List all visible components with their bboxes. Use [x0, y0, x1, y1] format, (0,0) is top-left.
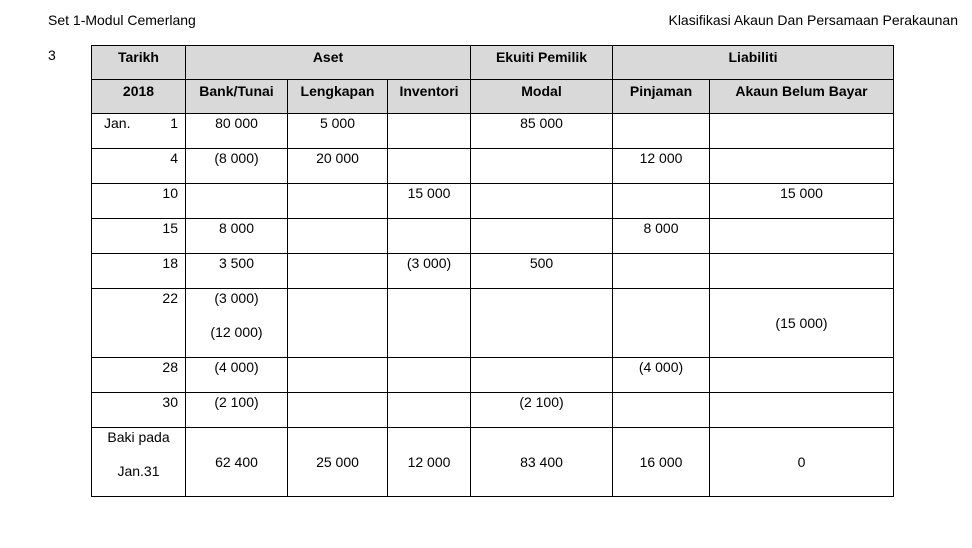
pinjaman-cell [613, 393, 710, 428]
bank-line-1: (3 000) [214, 290, 259, 306]
inventori-cell: 15 000 [388, 184, 471, 219]
date-day: 28 [162, 359, 178, 375]
bank-cell: 80 000 [186, 114, 288, 149]
date-cell [92, 393, 186, 428]
date-day: 10 [162, 185, 178, 201]
abb-cell [710, 254, 894, 289]
group-header-row [92, 46, 894, 80]
baki-label-line-1: Baki pada [107, 429, 170, 445]
lengkapan-cell [288, 289, 388, 358]
total-abb: 0 [710, 428, 894, 497]
modal-cell [471, 219, 613, 254]
total-row [92, 428, 894, 497]
table-row [92, 254, 894, 289]
lengkapan-cell [288, 219, 388, 254]
header-bank-tunai: Bank/Tunai [186, 80, 288, 114]
date-cell [92, 114, 186, 149]
modal-cell: 85 000 [471, 114, 613, 149]
lengkapan-cell [288, 254, 388, 289]
inventori-cell: (3 000) [388, 254, 471, 289]
pinjaman-cell [613, 254, 710, 289]
inventori-cell [388, 358, 471, 393]
inventori-cell [388, 393, 471, 428]
lengkapan-cell [288, 358, 388, 393]
lengkapan-cell [288, 393, 388, 428]
date-day: 30 [162, 394, 178, 410]
bank-line-2: (12 000) [210, 324, 263, 340]
total-bank: 62 400 [186, 428, 288, 497]
modal-cell [471, 184, 613, 219]
modal-cell: (2 100) [471, 393, 613, 428]
table-row [92, 358, 894, 393]
modal-cell [471, 149, 613, 184]
lengkapan-cell: 5 000 [288, 114, 388, 149]
table-row [92, 219, 894, 254]
document-header-left: Set 1-Modul Cemerlang [48, 12, 196, 28]
bank-cell: 8 000 [186, 219, 288, 254]
pinjaman-cell [613, 184, 710, 219]
date-cell [92, 358, 186, 393]
lengkapan-cell: 20 000 [288, 149, 388, 184]
header-year: 2018 [92, 80, 186, 114]
pinjaman-cell: 12 000 [613, 149, 710, 184]
pinjaman-cell [613, 289, 710, 358]
inventori-cell [388, 219, 471, 254]
sub-header-row [92, 80, 894, 114]
abb-cell: (15 000) [710, 289, 894, 358]
header-ekuiti-pemilik: Ekuiti Pemilik [471, 46, 613, 80]
date-day: 18 [162, 255, 178, 271]
header-modal: Modal [471, 80, 613, 114]
bank-cell: (2 100) [186, 393, 288, 428]
baki-label-line-2: Jan.31 [117, 463, 160, 479]
pinjaman-cell: (4 000) [613, 358, 710, 393]
bank-cell: (4 000) [186, 358, 288, 393]
date-cell [92, 149, 186, 184]
pinjaman-cell [613, 114, 710, 149]
table-row [92, 114, 894, 149]
baki-label-cell [92, 428, 186, 497]
total-modal: 83 400 [471, 428, 613, 497]
bank-cell: (8 000) [186, 149, 288, 184]
header-tarikh: Tarikh [92, 46, 186, 80]
bank-cell [186, 184, 288, 219]
lengkapan-cell [288, 184, 388, 219]
abb-cell [710, 219, 894, 254]
date-cell [92, 184, 186, 219]
date-day: 1 [170, 115, 178, 131]
date-cell [92, 219, 186, 254]
abb-cell [710, 114, 894, 149]
date-day: 15 [162, 220, 178, 236]
abb-cell: 15 000 [710, 184, 894, 219]
date-month: Jan. [104, 115, 131, 131]
abb-cell [710, 358, 894, 393]
header-liabiliti: Liabiliti [613, 46, 894, 80]
abb-cell [710, 393, 894, 428]
modal-cell: 500 [471, 254, 613, 289]
inventori-cell [388, 149, 471, 184]
total-inventori: 12 000 [388, 428, 471, 497]
date-day: 22 [162, 290, 178, 306]
modal-cell [471, 289, 613, 358]
header-akaun-belum-bayar: Akaun Belum Bayar [710, 80, 894, 114]
abb-cell [710, 149, 894, 184]
header-pinjaman: Pinjaman [613, 80, 710, 114]
modal-cell [471, 358, 613, 393]
total-lengkapan: 25 000 [288, 428, 388, 497]
question-number: 3 [48, 47, 56, 63]
accounting-equation-table [91, 45, 894, 497]
header-lengkapan: Lengkapan [288, 80, 388, 114]
table-row [92, 289, 894, 358]
header-aset: Aset [186, 46, 471, 80]
header-inventori: Inventori [388, 80, 471, 114]
date-cell [92, 289, 186, 358]
pinjaman-cell: 8 000 [613, 219, 710, 254]
inventori-cell [388, 289, 471, 358]
table-row [92, 393, 894, 428]
table-row [92, 184, 894, 219]
date-day: 4 [170, 150, 178, 166]
total-pinjaman: 16 000 [613, 428, 710, 497]
bank-cell: 3 500 [186, 254, 288, 289]
inventori-cell [388, 114, 471, 149]
table-row [92, 149, 894, 184]
bank-cell [186, 289, 288, 358]
document-header-right: Klasifikasi Akaun Dan Persamaan Perakaunan [668, 12, 958, 28]
date-cell [92, 254, 186, 289]
